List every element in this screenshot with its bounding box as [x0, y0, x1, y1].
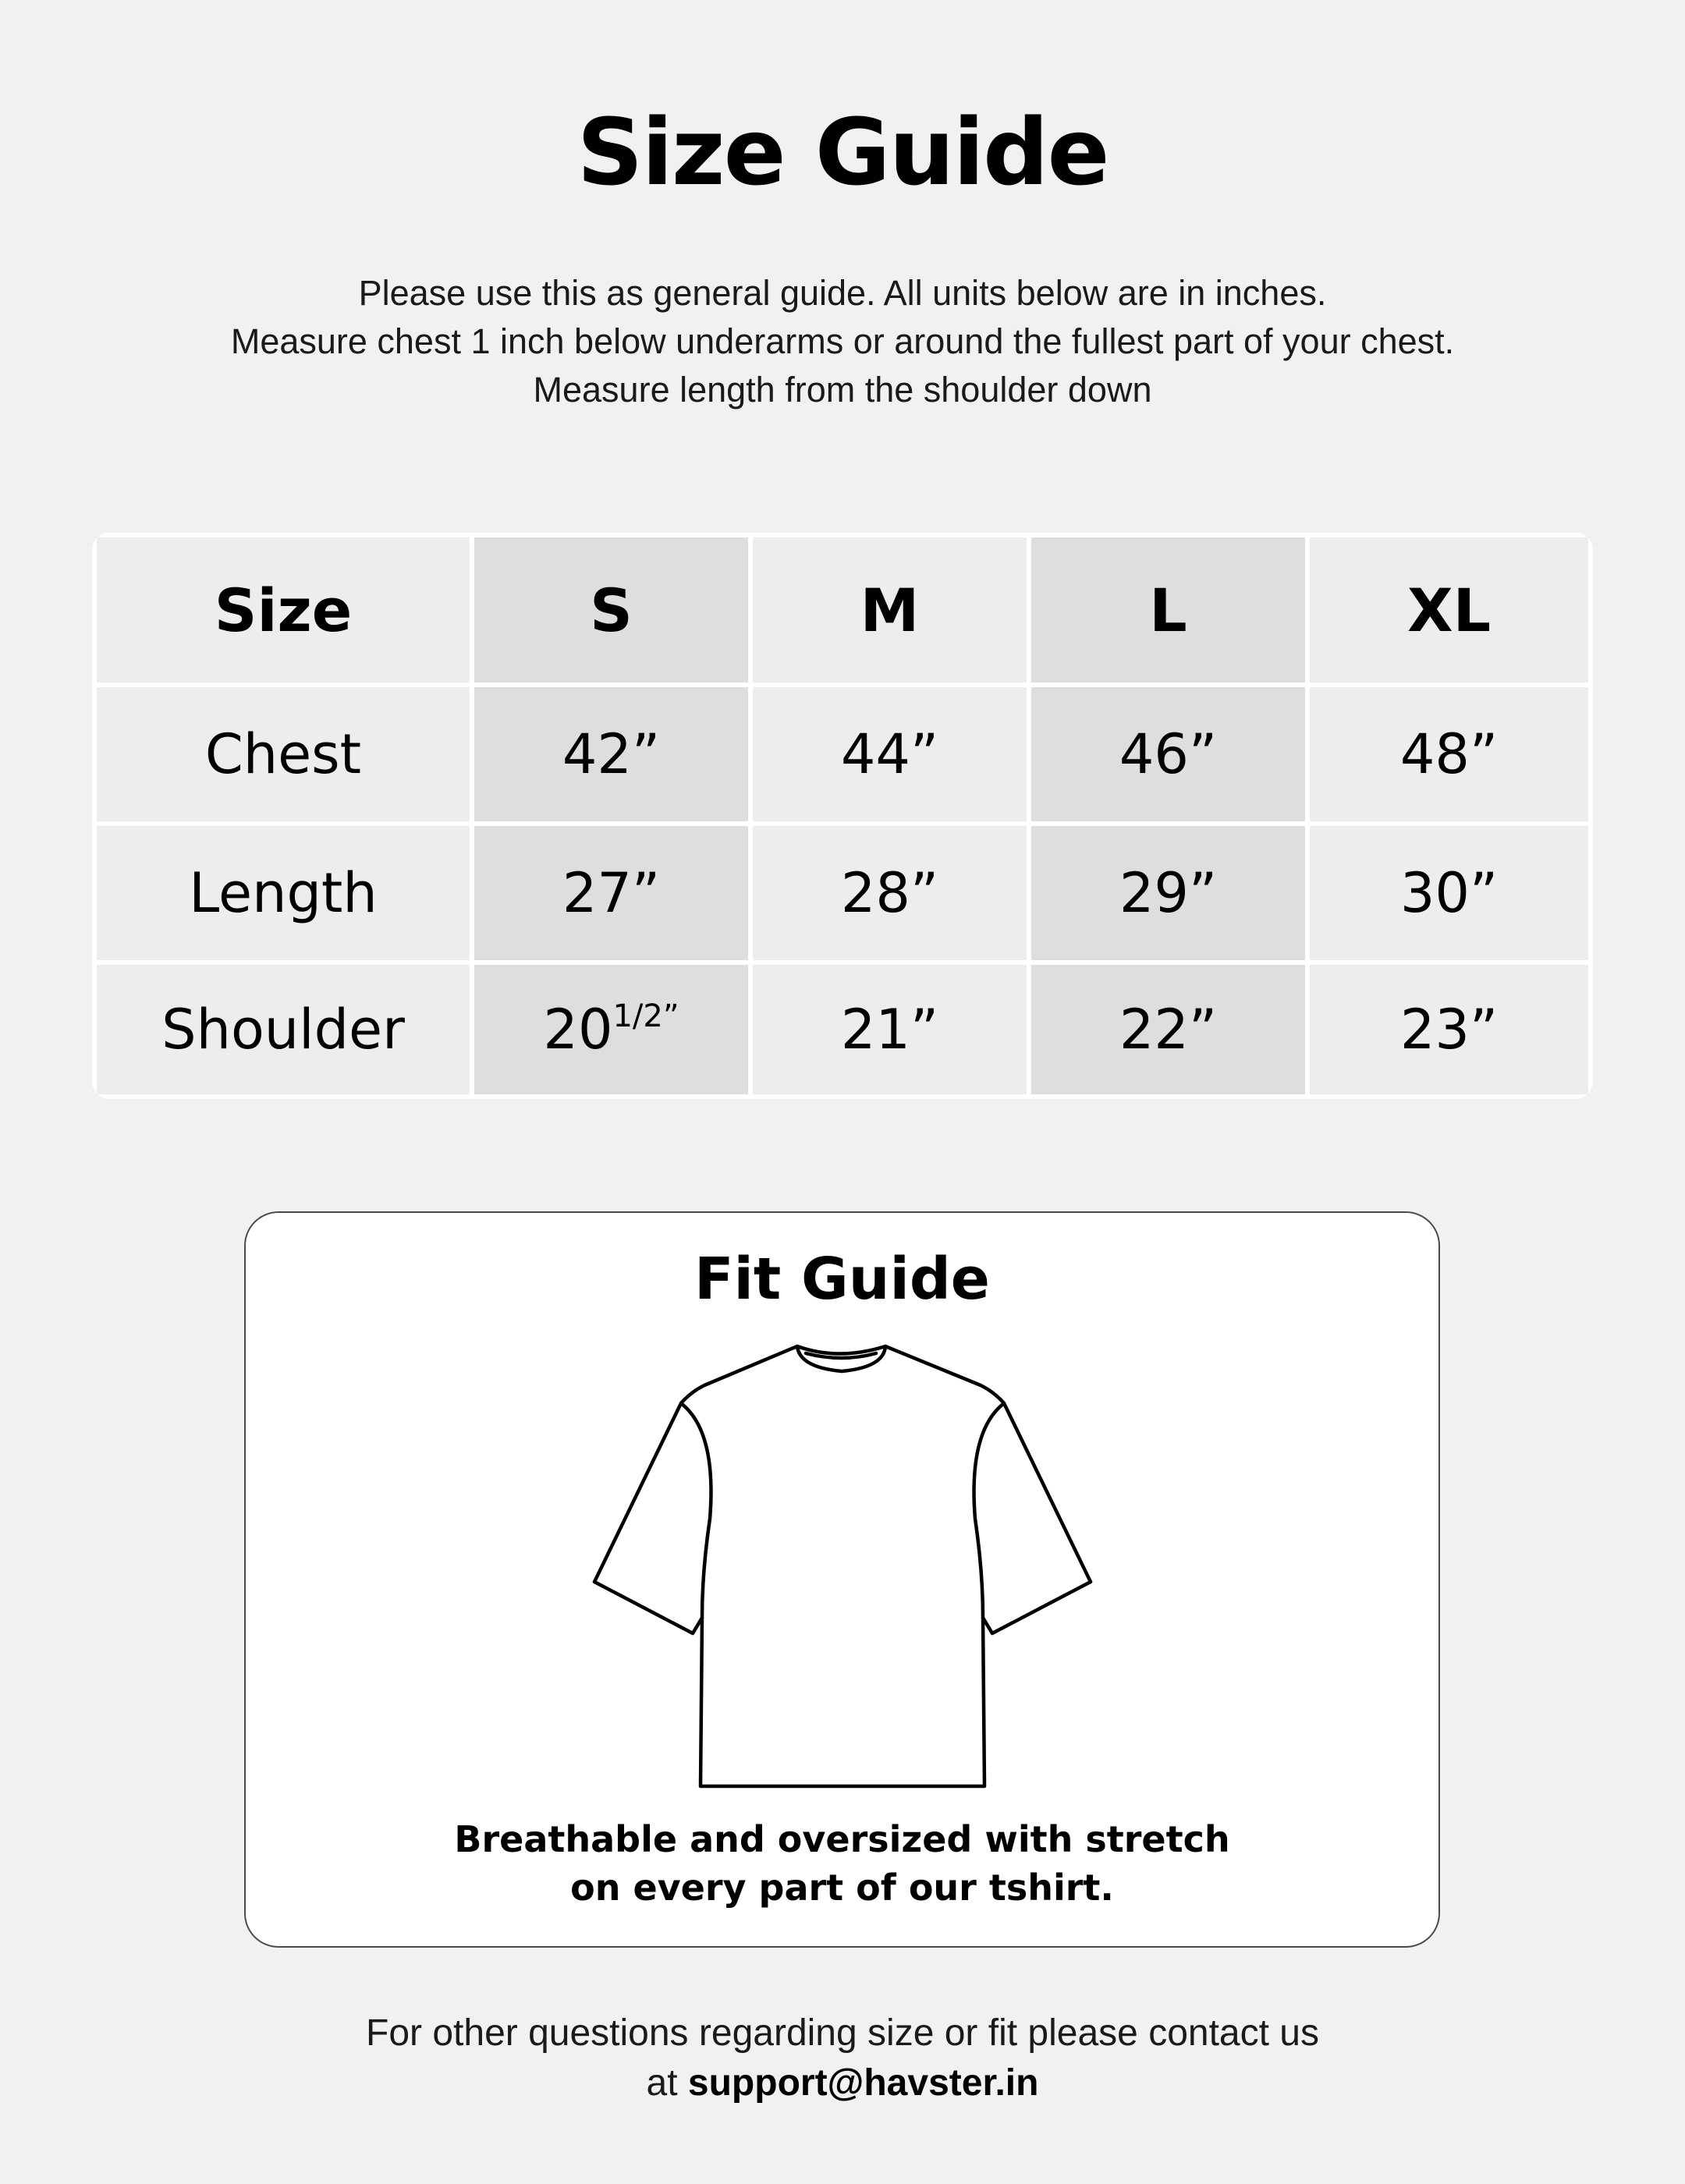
table-cell	[474, 965, 753, 1094]
table-cell: 48”	[1310, 687, 1588, 826]
table-cell: 46”	[1031, 687, 1310, 826]
fit-guide-title: Fit Guide	[694, 1246, 990, 1313]
support-email-link[interactable]: support@havster.in	[687, 2062, 1039, 2104]
table-cell: 21”	[753, 965, 1031, 1094]
row-label-shoulder: Shoulder	[97, 965, 474, 1094]
fit-desc-line: Breathable and oversized with stretch	[454, 1818, 1230, 1860]
table-cell: 30”	[1310, 826, 1588, 965]
table-cell: 22”	[1031, 965, 1310, 1094]
header-cell-l: L	[1031, 537, 1310, 687]
header-cell-size: Size	[97, 537, 474, 687]
intro-text	[0, 269, 1685, 414]
table-header-row	[97, 537, 1588, 687]
header-cell-xl: XL	[1310, 537, 1588, 687]
footer-at: at	[646, 2062, 688, 2104]
table-cell: 42”	[474, 687, 753, 826]
fit-guide-card	[244, 1211, 1440, 1948]
size-table-card	[92, 533, 1593, 1099]
table-row	[97, 687, 1588, 826]
intro-line: Measure chest 1 inch below underarms or around the fullest part of your chest.	[230, 321, 1455, 361]
fit-desc-line: on every part of our tshirt.	[570, 1867, 1114, 1909]
table-row	[97, 826, 1588, 965]
intro-line: Please use this as general guide. All units below are in inches.	[358, 273, 1327, 313]
table-cell: 27”	[474, 826, 753, 965]
table-cell: 29”	[1031, 826, 1310, 965]
shoulder-s-whole: 20	[543, 998, 613, 1062]
table-cell: 28”	[753, 826, 1031, 965]
shoulder-s-fraction: 1/2”	[612, 998, 679, 1035]
size-table	[97, 537, 1588, 1094]
header-cell-s: S	[474, 537, 753, 687]
fit-guide-description	[246, 1815, 1438, 1912]
footer-line: For other questions regarding size or fit please contact us	[366, 2012, 1319, 2054]
header-cell-m: M	[753, 537, 1031, 687]
page-title: Size Guide	[576, 98, 1109, 206]
table-cell: 44”	[753, 687, 1031, 826]
intro-line: Measure length from the shoulder down	[533, 370, 1152, 410]
footer-contact	[0, 2008, 1685, 2108]
table-row	[97, 965, 1588, 1094]
table-cell: 23”	[1310, 965, 1588, 1094]
row-label-length: Length	[97, 826, 474, 965]
row-label-chest: Chest	[97, 687, 474, 826]
footer-line	[0, 2058, 1685, 2108]
